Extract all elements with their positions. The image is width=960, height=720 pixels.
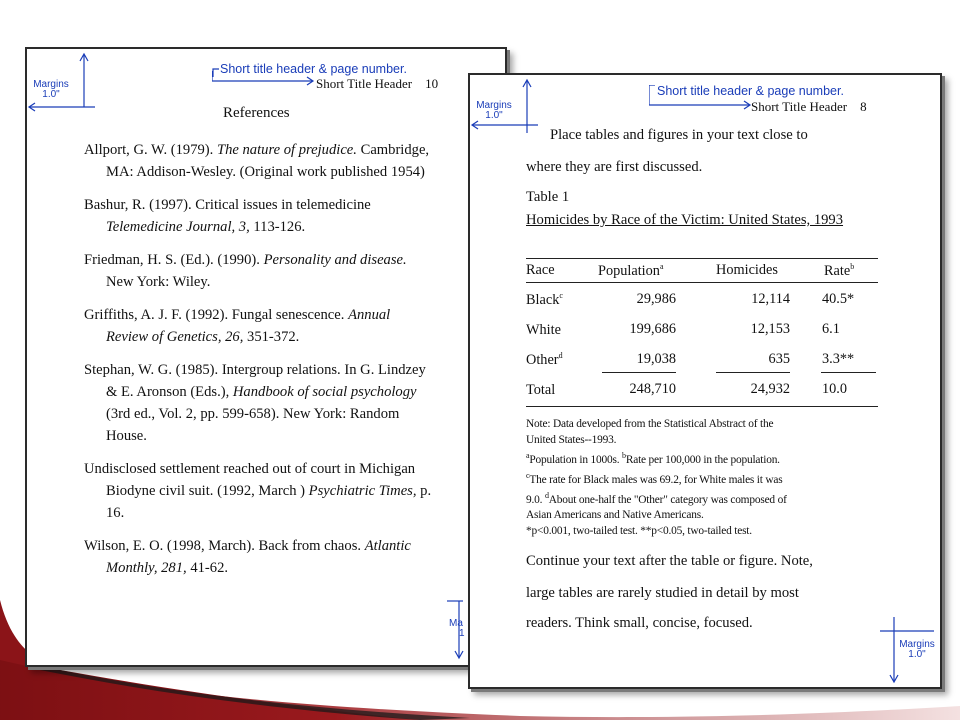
table-title: Homicides by Race of the Victim: United States, 1993 [526,212,844,228]
table-cell-homicides: 12,153 [750,321,790,337]
table-rule [526,406,878,407]
table-rule [526,282,878,283]
header-note: Short title header & page number. [657,84,844,98]
reference-item: Allport, G. W. (1979). The nature of prejudice. Cambridge, MA: Addison-Wesley. (Original work published 1954) [84,142,430,180]
table-cell-population: 29,986 [636,291,676,307]
table-cell-homicides: 635 [768,351,790,367]
intro-line: where they are first discussed. [526,159,703,175]
table-header-race: Race [526,262,555,278]
reference-item: Stephan, W. G. (1985). Intergroup relations. In G. Lindzey & E. Aronson (Eds.), Handbook of social psychology (3rd ed., Vol. 2, pp. 599-658). New York: Random House. [84,362,426,444]
table-cell-race: Total [526,381,556,398]
table-header-rate: Rate$^b$ [824,262,855,279]
table-cell-rate: 40.5* [822,291,855,307]
table-cell-homicides: 12,114 [751,291,790,307]
table-label: Table 1 [526,189,570,205]
table-cell-race: Black$^c$ [526,291,563,308]
table-cell-race: White [526,321,561,338]
arrow-right-icon [649,85,759,111]
outro-line: large tables are rarely studied in detail by most [526,585,799,601]
table-header-homicides: Homicides [716,262,778,278]
intro-line: Place tables and figures in your text close to [550,127,808,143]
sum-rule [821,372,876,373]
reference-list [84,139,434,590]
outro-line: readers. Think small, concise, focused. [526,615,753,631]
running-head: Short Title Header 10 [316,76,439,91]
reference-item: Friedman, H. S. (Ed.). (1990). Personality and disease. New York: Wiley. [84,252,407,290]
table-rule [526,258,878,259]
reference-item: Wilson, E. O. (1998, March). Back from chaos. Atlantic Monthly, 281, 41-62. [84,538,411,576]
page-number: 8 [860,99,867,114]
table-note: Note: Data developed from the Statistical Abstract of the United States--1993. $^a$Population in 1000s. $^b$Rate per 100,000 in the population. $^c$The rate for Black males was 69.2, for White males it was 9.0. $^d$About one-half the "Other" category was composed of Asian Americans and Native Americans. *p<0.001, two-tailed test. **p<0.05, two-tailed test. [526,418,787,538]
reference-item: Bashur, R. (1997). Critical issues in telemedicine Telemedicine Journal, 3, 113-126. [84,197,371,235]
table-cell-population: 199,686 [629,321,676,337]
reference-item: Griffiths, A. J. F. (1992). Fungal senescence. Annual Review of Genetics, 26, 351-372. [84,307,391,345]
header-note: Short title header & page number. [220,62,407,76]
margin-label: Margins 1.0" [476,100,512,121]
sum-rule [716,372,790,373]
reference-item: Undisclosed settlement reached out of court in Michigan Biodyne civil suit. (1992, March ) Psychiatric Times, p. 16. [84,461,432,521]
sum-rule [602,372,676,373]
table-cell-rate: 10.0 [822,381,848,397]
margin-label: Margins 1.0" [899,639,935,660]
table-cell-rate: 6.1 [822,321,840,337]
page-title: References [223,105,290,121]
page-number: 10 [425,76,439,91]
table-cell-homicides: 24,932 [750,381,790,397]
margin-label: Ma 1 [449,618,465,639]
running-head: Short Title Header 8 [751,99,867,114]
table-cell-race: Other$^d$ [526,351,563,368]
outro-line: Continue your text after the table or figure. Note, [526,553,813,569]
references-page [25,47,507,667]
margin-label: Margins 1.0" [33,79,69,100]
table-header-population: Population$^a$ [598,262,664,279]
table-cell-population: 248,710 [629,381,676,397]
table-cell-rate: 3.3** [822,351,855,367]
arrow-right-icon [212,71,322,87]
table-cell-population: 19,038 [636,351,676,367]
table-example-page [468,73,942,689]
